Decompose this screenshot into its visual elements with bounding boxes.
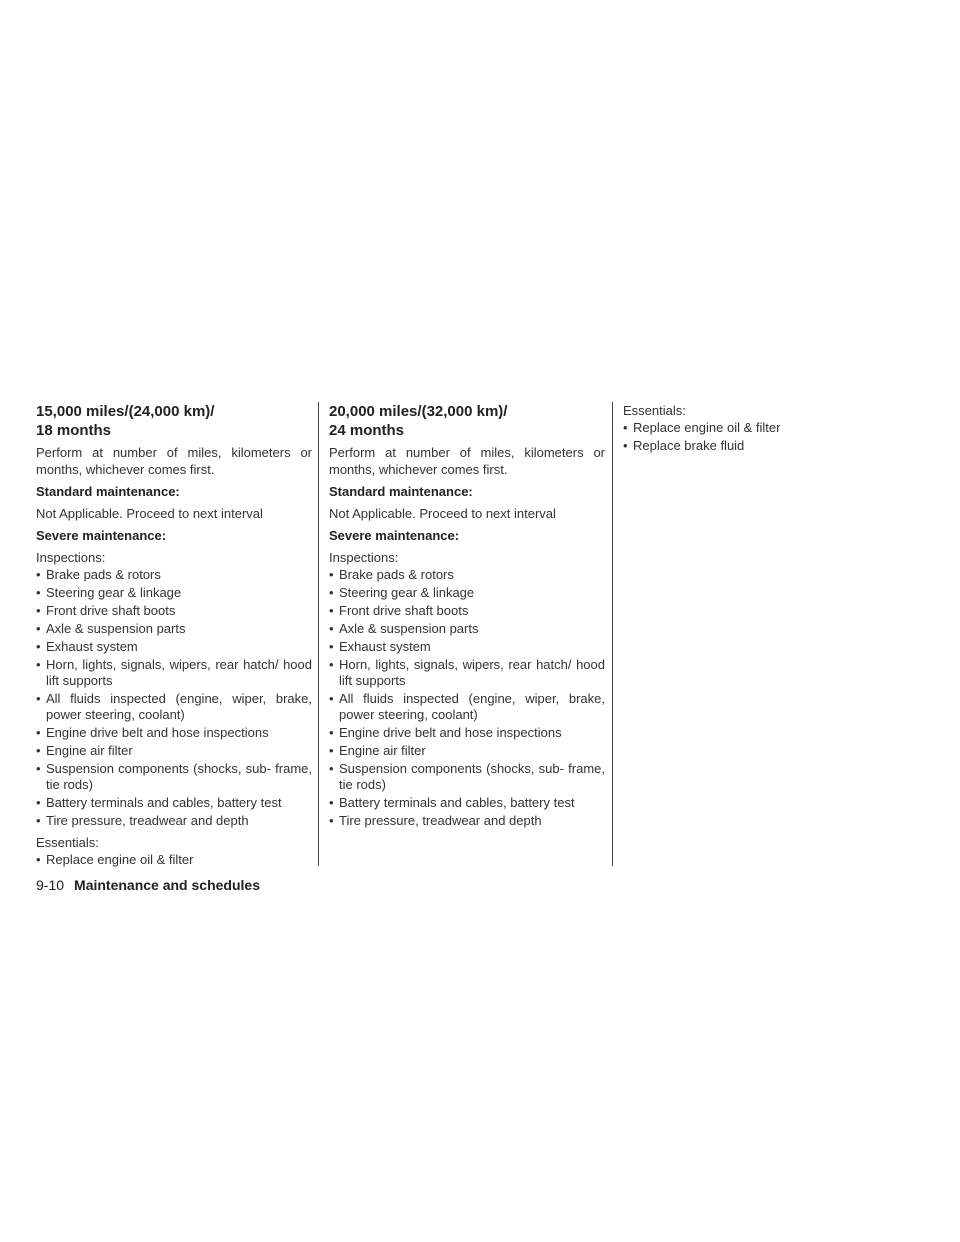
list-item-text: Suspension components (shocks, sub- frame, tie rods) (339, 761, 605, 792)
bullet-icon: • (36, 795, 41, 810)
list-item-text: All fluids inspected (engine, wiper, brake, power steering, coolant) (339, 691, 605, 722)
bullet-icon: • (36, 657, 41, 672)
interval-heading (36, 402, 312, 440)
inspections-label: Inspections: (329, 550, 399, 565)
heading-line-2: 18 months (36, 422, 112, 439)
list-item-text: Replace engine oil & filter (633, 420, 781, 435)
list-item (329, 603, 605, 619)
interval-heading (329, 402, 605, 440)
standard-maintenance-label: Standard maintenance: (36, 484, 180, 499)
list-item-text: Axle & suspension parts (46, 621, 186, 636)
bullet-icon: • (329, 639, 334, 654)
list-item-text: Exhaust system (46, 639, 138, 654)
list-item-text: Tire pressure, treadwear and depth (46, 813, 249, 828)
essentials-label: Essentials: (36, 835, 99, 850)
list-item (623, 420, 899, 436)
bullet-icon: • (36, 621, 41, 636)
list-item-text: Front drive shaft boots (46, 603, 176, 618)
list-item (36, 603, 312, 619)
list-item (36, 725, 312, 741)
bullet-icon: • (329, 813, 334, 828)
list-item-text: Replace engine oil & filter (46, 852, 194, 867)
list-item-text: Engine drive belt and hose inspections (46, 725, 269, 740)
page-number: 9-10 (36, 877, 65, 893)
interval-15000-column (36, 402, 312, 873)
list-item (36, 657, 312, 689)
bullet-icon: • (36, 743, 41, 758)
list-item (36, 795, 312, 811)
bullet-icon: • (36, 852, 41, 867)
list-item-text: Front drive shaft boots (339, 603, 469, 618)
severe-maintenance-label: Severe maintenance: (329, 528, 460, 543)
list-item-text: Battery terminals and cables, battery test (339, 795, 575, 810)
list-item (36, 621, 312, 637)
list-item-text: Horn, lights, signals, wipers, rear hatch/ hood lift supports (46, 657, 312, 688)
interval-intro: Perform at number of miles, kilometers or months, whichever comes first. (329, 445, 605, 477)
severe-maintenance-label: Severe maintenance: (36, 528, 167, 543)
list-item (623, 438, 899, 454)
bullet-icon: • (36, 603, 41, 618)
essentials-label: Essentials: (623, 403, 686, 418)
bullet-icon: • (329, 795, 334, 810)
list-item-text: Steering gear & linkage (339, 585, 475, 600)
list-item (36, 585, 312, 601)
list-item (329, 725, 605, 741)
list-item-text: Tire pressure, treadwear and depth (339, 813, 542, 828)
section-title: Maintenance and schedules (74, 877, 260, 893)
bullet-icon: • (623, 438, 628, 453)
bullet-icon: • (623, 420, 628, 435)
inspections-label: Inspections: (36, 550, 106, 565)
bullet-icon: • (36, 585, 41, 600)
standard-maintenance-label: Standard maintenance: (329, 484, 473, 499)
list-item-text: Suspension components (shocks, sub- frame, tie rods) (46, 761, 312, 792)
list-item (36, 852, 312, 868)
list-item (36, 743, 312, 759)
list-item (36, 813, 312, 829)
interval-intro: Perform at number of miles, kilometers or months, whichever comes first. (36, 445, 312, 477)
list-item-text: Replace brake fluid (633, 438, 745, 453)
bullet-icon: • (36, 813, 41, 828)
bullet-icon: • (36, 725, 41, 740)
list-item (36, 639, 312, 655)
column-divider (318, 402, 319, 866)
list-item-text: Horn, lights, signals, wipers, rear hatch/ hood lift supports (339, 657, 605, 688)
list-item (329, 743, 605, 759)
list-item (329, 813, 605, 829)
list-item (329, 795, 605, 811)
heading-line-1: 15,000 miles/(24,000 km)/ (36, 403, 215, 420)
list-item-text: Steering gear & linkage (46, 585, 182, 600)
heading-line-1: 20,000 miles/(32,000 km)/ (329, 403, 508, 420)
list-item (329, 585, 605, 601)
heading-line-2: 24 months (329, 422, 405, 439)
standard-maintenance-text: Not Applicable. Proceed to next interval (36, 506, 263, 521)
bullet-icon: • (329, 603, 334, 618)
bullet-icon: • (329, 657, 334, 672)
bullet-icon: • (36, 691, 41, 706)
interval-20000-column (329, 402, 605, 834)
bullet-icon: • (329, 725, 334, 740)
list-item (329, 691, 605, 723)
inspections-list (329, 567, 605, 829)
list-item (36, 691, 312, 723)
list-item (329, 567, 605, 583)
essentials-list (36, 852, 312, 868)
list-item (329, 621, 605, 637)
bullet-icon: • (329, 761, 334, 776)
list-item (329, 761, 605, 793)
list-item-text: Engine air filter (46, 743, 133, 758)
page-footer (36, 876, 260, 894)
list-item-text: Axle & suspension parts (339, 621, 479, 636)
list-item-text: All fluids inspected (engine, wiper, brake, power steering, coolant) (46, 691, 312, 722)
list-item-text: Battery terminals and cables, battery test (46, 795, 282, 810)
inspections-list (36, 567, 312, 829)
interval-20000-continued-column (623, 402, 899, 459)
bullet-icon: • (329, 691, 334, 706)
list-item-text: Brake pads & rotors (46, 567, 161, 582)
bullet-icon: • (329, 567, 334, 582)
bullet-icon: • (36, 639, 41, 654)
list-item-text: Engine drive belt and hose inspections (339, 725, 562, 740)
bullet-icon: • (36, 567, 41, 582)
essentials-list (623, 420, 899, 454)
column-divider (612, 402, 613, 866)
bullet-icon: • (329, 621, 334, 636)
list-item (36, 567, 312, 583)
bullet-icon: • (329, 743, 334, 758)
list-item-text: Brake pads & rotors (339, 567, 454, 582)
list-item (36, 761, 312, 793)
list-item-text: Engine air filter (339, 743, 426, 758)
list-item (329, 639, 605, 655)
list-item-text: Exhaust system (339, 639, 431, 654)
list-item (329, 657, 605, 689)
bullet-icon: • (329, 585, 334, 600)
standard-maintenance-text: Not Applicable. Proceed to next interval (329, 506, 556, 521)
bullet-icon: • (36, 761, 41, 776)
